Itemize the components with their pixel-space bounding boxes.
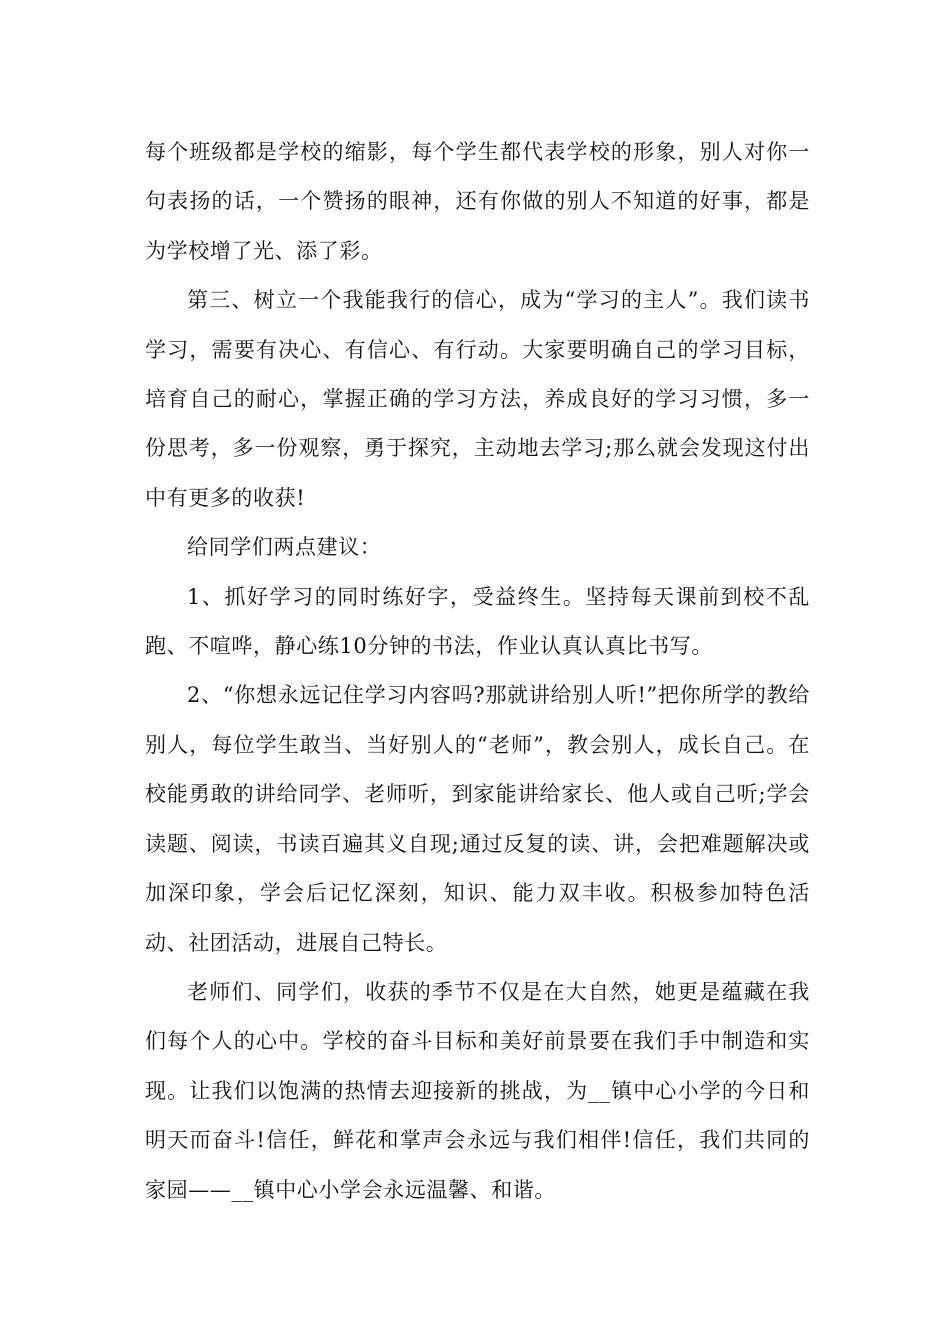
paragraph-closing: 老师们、同学们，收获的季节不仅是在大自然，她更是蕴藏在我们每个人的心中。学校的奋斗目标和美好前景要在我们手中制造和实现。让我们以饱满的热情去迎接新的挑战，为__镇中心小学的今日和明天而奋斗!信任，鲜花和掌声会永远与我们相伴!信任，我们共同的家园——__镇中心小学会永远温馨、和谐。 [145,979,810,1202]
paragraph-suggestions-heading: 给同学们两点建议： [187,535,382,560]
paragraph-school-image: 每个班级都是学校的缩影，每个学生都代表学校的形象，别人对你一句表扬的话，一个赞扬的眼神，还有你做的别人不知道的好事，都是为学校增了光、添了彩。 [145,140,810,263]
paragraph-suggestion-2: 2、“你想永远记住学习内容吗?那就讲给别人听!”把你所学的教给别人，每位学生敢当、当好别人的“老师”，教会别人，成长自己。在校能勇敢的讲给同学、老师听，到家能讲给家长、他人或自己听;学会读题、阅读，书读百遍其义自现;通过反复的读、讲，会把难题解决或加深印象，学会后记忆深刻，知识、能力双丰收。积极参加特色活动、社团活动，进展自己特长。 [145,683,810,955]
paragraph-suggestion-1: 1、抓好学习的同时练好字，受益终生。坚持每天课前到校不乱跑、不喧哗，静心练10分钟的书法，作业认真认真比书写。 [145,584,810,659]
paragraph-third-point: 第三、树立一个我能我行的信心，成为“学习的主人”。我们读书学习，需要有决心、有信心、有行动。大家要明确自己的学习目标，培育自己的耐心，掌握正确的学习方法，养成良好的学习习惯，多一份思考，多一份观察，勇于探究，主动地去学习;那么就会发现这付出中有更多的收获! [145,288,810,510]
body-text [145,128,810,1215]
